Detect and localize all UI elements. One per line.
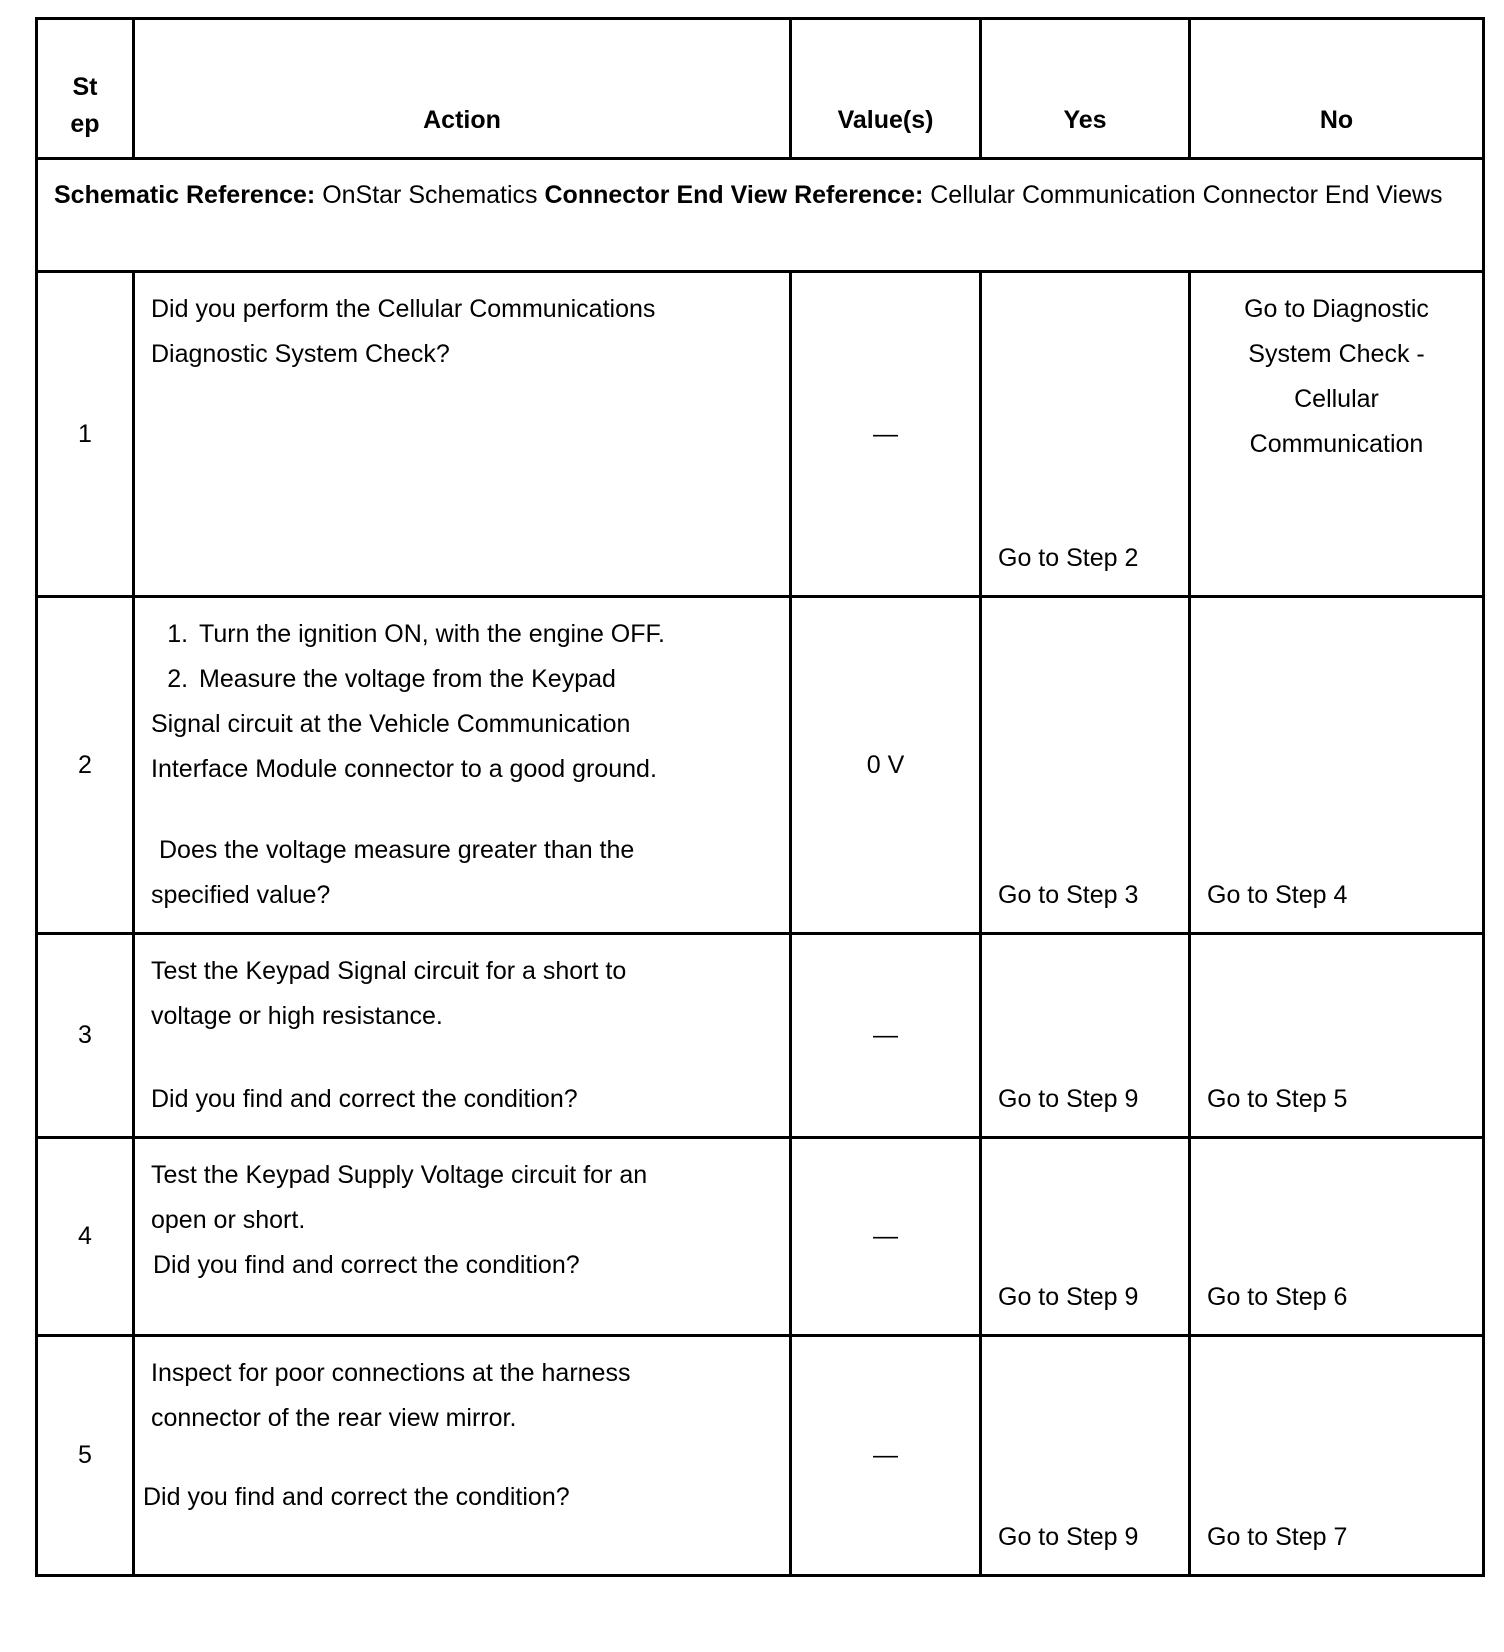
connector-reference-label: Connector End View Reference:: [544, 181, 924, 209]
question-line: Does the voltage measure greater than the: [159, 836, 635, 864]
action-line: Test the Keypad Signal circuit for a short to: [151, 957, 627, 985]
schematic-reference-label: Schematic Reference:: [54, 181, 316, 209]
action-cell: [134, 1138, 791, 1336]
value-cell: —: [791, 1336, 981, 1576]
yes-cell: Go to Step 2: [981, 272, 1190, 597]
yes-cell: Go to Step 9: [981, 1138, 1190, 1336]
yes-cell: Go to Step 9: [981, 1336, 1190, 1576]
header-row: [37, 19, 1484, 159]
spacer: [151, 792, 773, 828]
action-line: voltage or high resistance.: [151, 1002, 443, 1030]
header-step: St ep: [37, 19, 134, 159]
action-line: connector of the rear view mirror.: [151, 1404, 517, 1432]
spacer: [151, 1039, 773, 1077]
action-line: Interface Module connector to a good ground.: [151, 755, 657, 783]
header-no: No: [1190, 19, 1484, 159]
action-line: Signal circuit at the Vehicle Communication: [151, 710, 631, 738]
no-cell: Go to Step 7: [1190, 1336, 1484, 1576]
schematic-reference-value: OnStar Schematics: [322, 181, 538, 209]
action-cell: [134, 597, 791, 934]
spacer: [151, 1441, 773, 1475]
question-line: specified value?: [151, 881, 331, 909]
action-line: Diagnostic System Check?: [151, 340, 450, 368]
no-cell: Go to Step 4: [1190, 597, 1484, 934]
step-number: 2: [37, 597, 134, 934]
action-line: Inspect for poor connections at the harness: [151, 1359, 631, 1387]
list-item: 1. Turn the ignition ON, with the engine OFF.: [195, 612, 773, 657]
question-line: Did you find and correct the condition?: [153, 1251, 580, 1279]
action-steps-list: [151, 612, 773, 702]
action-cell: [134, 1336, 791, 1576]
step-number: 3: [37, 934, 134, 1138]
yes-cell: Go to Step 9: [981, 934, 1190, 1138]
value-cell: —: [791, 934, 981, 1138]
action-line: Did you perform the Cellular Communications: [151, 295, 656, 323]
action-cell: [134, 934, 791, 1138]
step-number: 5: [37, 1336, 134, 1576]
question-line: Did you find and correct the condition?: [151, 1085, 578, 1113]
yes-cell: Go to Step 3: [981, 597, 1190, 934]
action-line: open or short.: [151, 1206, 306, 1234]
reference-cell: [37, 159, 1484, 272]
step-number: 1: [37, 272, 134, 597]
action-line: Test the Keypad Supply Voltage circuit for an: [151, 1161, 648, 1189]
header-yes: Yes: [981, 19, 1190, 159]
connector-reference-value: Cellular Communication Connector End Views: [930, 181, 1443, 209]
question-line: Did you find and correct the condition?: [143, 1483, 570, 1511]
diagnostic-table: [35, 17, 1485, 1577]
header-values: Value(s): [791, 19, 981, 159]
table-row: [37, 1138, 1484, 1336]
step-number: 4: [37, 1138, 134, 1336]
diagnostic-table-page: [35, 17, 1482, 1577]
table-row: [37, 272, 1484, 597]
action-cell: [134, 272, 791, 597]
list-item: 2. Measure the voltage from the Keypad: [195, 657, 773, 702]
table-row: [37, 1336, 1484, 1576]
no-cell: Go to Diagnostic System Check - Cellular Communication: [1190, 272, 1484, 597]
reference-row: [37, 159, 1484, 272]
table-row: [37, 597, 1484, 934]
table-row: [37, 934, 1484, 1138]
no-cell: Go to Step 5: [1190, 934, 1484, 1138]
value-cell: —: [791, 272, 981, 597]
header-action: Action: [134, 19, 791, 159]
value-cell: 0 V: [791, 597, 981, 934]
value-cell: —: [791, 1138, 981, 1336]
no-cell: Go to Step 6: [1190, 1138, 1484, 1336]
